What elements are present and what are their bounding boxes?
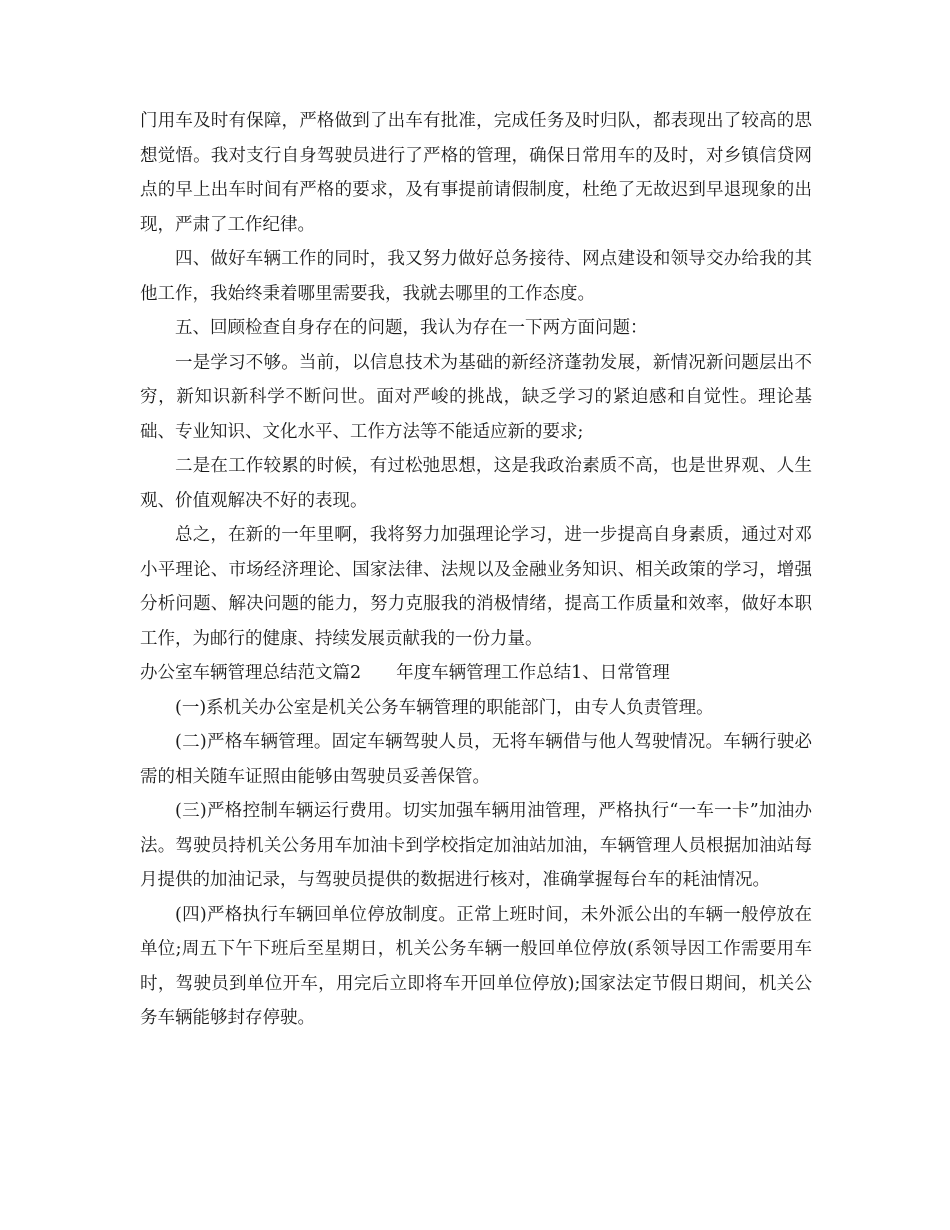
paragraph-3: 五、回顾检查自身存在的问题，我认为存在一下两方面问题： bbox=[175, 318, 648, 338]
document-page bbox=[140, 104, 812, 1036]
paragraph-7: (一)系机关办公室是机关公务车辆管理的职能部门，由专人负责管理。 bbox=[175, 697, 714, 718]
paragraph-1: 门用车及时有保障，严格做到了出车有批准，完成任务及时归队，都表现出了较高的思想觉悟。我对支行自身驾驶员进行了严格的管理，确保日常用车的及时，对乡镇信贷网点的早上出车时间有严格的要求，及有事提前请假制度，杜绝了无故迟到早退现象的出现，严肃了工作纪律。 bbox=[140, 111, 812, 235]
paragraph-5: 二是在工作较累的时候，有过松弛思想，这是我政治素质不高，也是世界观、人生观、价值观解决不好的表现。 bbox=[140, 456, 812, 511]
paragraph-6: 总之，在新的一年里啊，我将努力加强理论学习，进一步提高自身素质，通过对邓小平理论、市场经济理论、国家法律、法规以及金融业务知识、相关政策的学习，增强分析问题、解决问题的能力，努力克服我的消极情绪，提高工作质量和效率，做好本职工作，为邮行的健康、持续发展贡献我的一份力量。 bbox=[140, 525, 812, 649]
paragraph-10: (四)严格执行车辆回单位停放制度。正常上班时间，未外派公出的车辆一般停放在单位;周五下午下班后至星期日，机关公务车辆一般回单位停放(系领导因工作需要用车时，驾驶员到单位开车，用完后立即将车开回单位停放);国家法定节假日期间，机关公务车辆能够封存停驶。 bbox=[140, 904, 812, 1028]
paragraph-4: 一是学习不够。当前，以信息技术为基础的新经济蓬勃发展，新情况新问题层出不穷，新知识新科学不断问世。面对严峻的挑战，缺乏学习的紧迫感和自觉性。理论基础、专业知识、文化水平、工作方法等不能适应新的要求; bbox=[140, 352, 812, 442]
section-heading: 办公室车辆管理总结范文篇2 年度车辆管理工作总结1、日常管理 bbox=[140, 663, 670, 683]
paragraph-9: (三)严格控制车辆运行费用。切实加强车辆用油管理，严格执行“一车一卡”加油办法。驾驶员持机关公务用车加油卡到学校指定加油站加油，车辆管理人员根据加油站每月提供的加油记录，与驾驶员提供的数据进行核对，准确掌握每台车的耗油情况。 bbox=[140, 801, 812, 890]
paragraph-8: (二)严格车辆管理。固定车辆驾驶人员，无将车辆借与他人驾驶情况。车辆行驶必需的相关随车证照由能够由驾驶员妥善保管。 bbox=[140, 732, 812, 787]
paragraph-2: 四、做好车辆工作的同时，我又努力做好总务接待、网点建设和领导交办给我的其他工作，我始终秉着哪里需要我，我就去哪里的工作态度。 bbox=[140, 249, 812, 304]
